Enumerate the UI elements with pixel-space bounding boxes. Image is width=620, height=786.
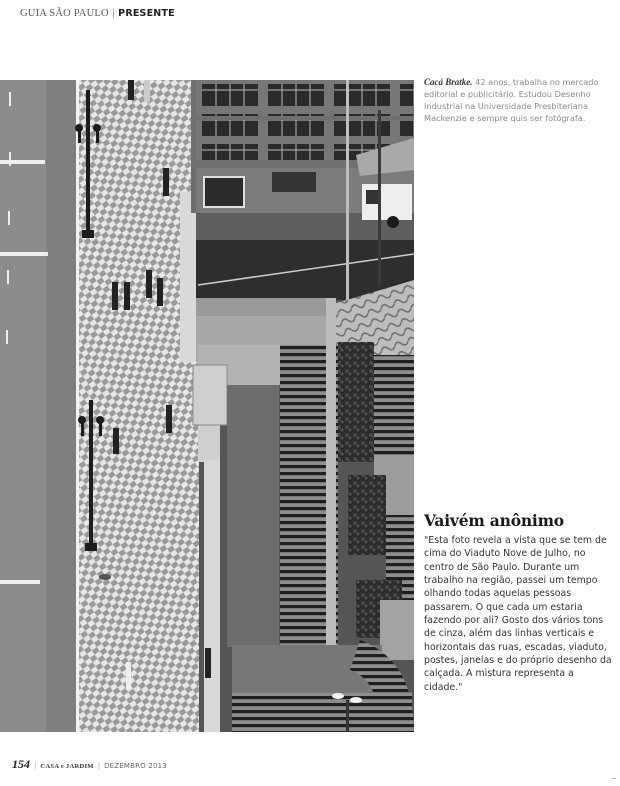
planter [338,342,374,462]
story-block [424,511,614,694]
magazine-name: CASA e JARDIM [40,763,94,770]
photographer-name: Cacá Bratke. [424,77,473,87]
story-title: Vaivém anônimo [424,511,564,530]
footer-separator: | [34,762,37,770]
page-number: 154 [12,757,30,771]
photographer-bio: 42 anos, trabalha no mercado editorial e publicitário. Estudou Desenho Industrial na Universidade Presbiteriana Mackenzie e sempre quis ser fotógrafa. [424,77,599,123]
section-label: GUIA SÃO PAULO [20,8,109,19]
header-separator: | [111,8,116,19]
photo-credit [424,76,604,124]
topic-label: PRESENTE [118,8,175,19]
main-photo [0,80,414,732]
story-body: "Esta foto revela a vista que se tem de cima do Viaduto Nove de Julho, no centro de São Paulo. Durante um trabalho na região, passei um tempo olhando todas aquelas pessoas passarem. O que cada um estaria fazendo por ali? Gosto dos vários tons de cinza, além das linhas verticais e horizontais das ruas, escadas, viaduto, postes, janelas e do próprio desenho da calçada. A mistura representa a cidade." [424,535,612,693]
page-header [20,8,175,19]
footer-separator-2: | [97,762,101,770]
issue-date: DEZEMBRO 2013 [104,762,167,770]
page-footer [12,757,167,772]
crop-mark [612,778,616,779]
